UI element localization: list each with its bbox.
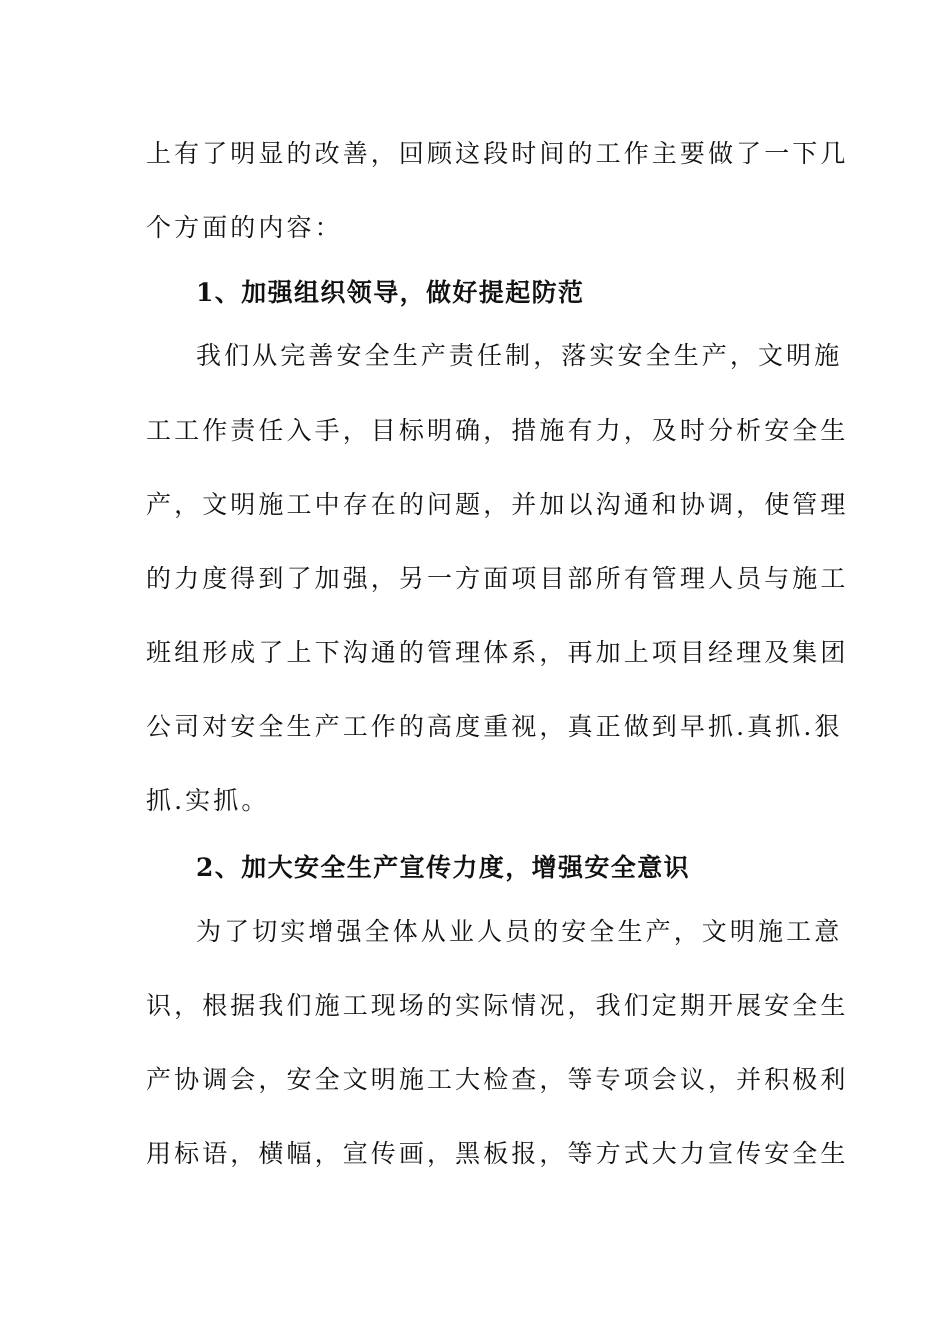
section-heading: 2、加大安全生产宣传力度，增强安全意识 xyxy=(196,853,690,882)
paragraph-line: 产，文明施工中存在的问题，并加以沟通和协调，使管理 xyxy=(146,490,849,519)
paragraph-line: 产协调会，安全文明施工大检查，等专项会议，并积极利 xyxy=(146,1065,849,1094)
paragraph-line: 的力度得到了加强，另一方面项目部所有管理人员与施工 xyxy=(146,564,849,593)
paragraph-line: 用标语，横幅，宣传画，黑板报，等方式大力宣传安全生 xyxy=(146,1139,849,1168)
paragraph-line: 抓.实抓。 xyxy=(146,786,270,815)
paragraph-line: 公司对安全生产工作的高度重视，真正做到早抓.真抓.狠 xyxy=(146,712,843,741)
paragraph-line: 个方面的内容： xyxy=(146,213,343,242)
section-heading: 1、加强组织领导，做好提起防范 xyxy=(196,278,585,307)
paragraph-line: 工工作责任入手，目标明确，措施有力，及时分析安全生 xyxy=(146,416,849,445)
paragraph-line: 我们从完善安全生产责任制，落实安全生产，文明施 xyxy=(196,341,843,370)
paragraph-line: 班组形成了上下沟通的管理体系，再加上项目经理及集团 xyxy=(146,638,849,667)
paragraph-line: 为了切实增强全体从业人员的安全生产，文明施工意 xyxy=(196,917,843,946)
paragraph-line: 上有了明显的改善，回顾这段时间的工作主要做了一下几 xyxy=(146,139,849,168)
paragraph-line: 识，根据我们施工现场的实际情况，我们定期开展安全生 xyxy=(146,991,849,1020)
